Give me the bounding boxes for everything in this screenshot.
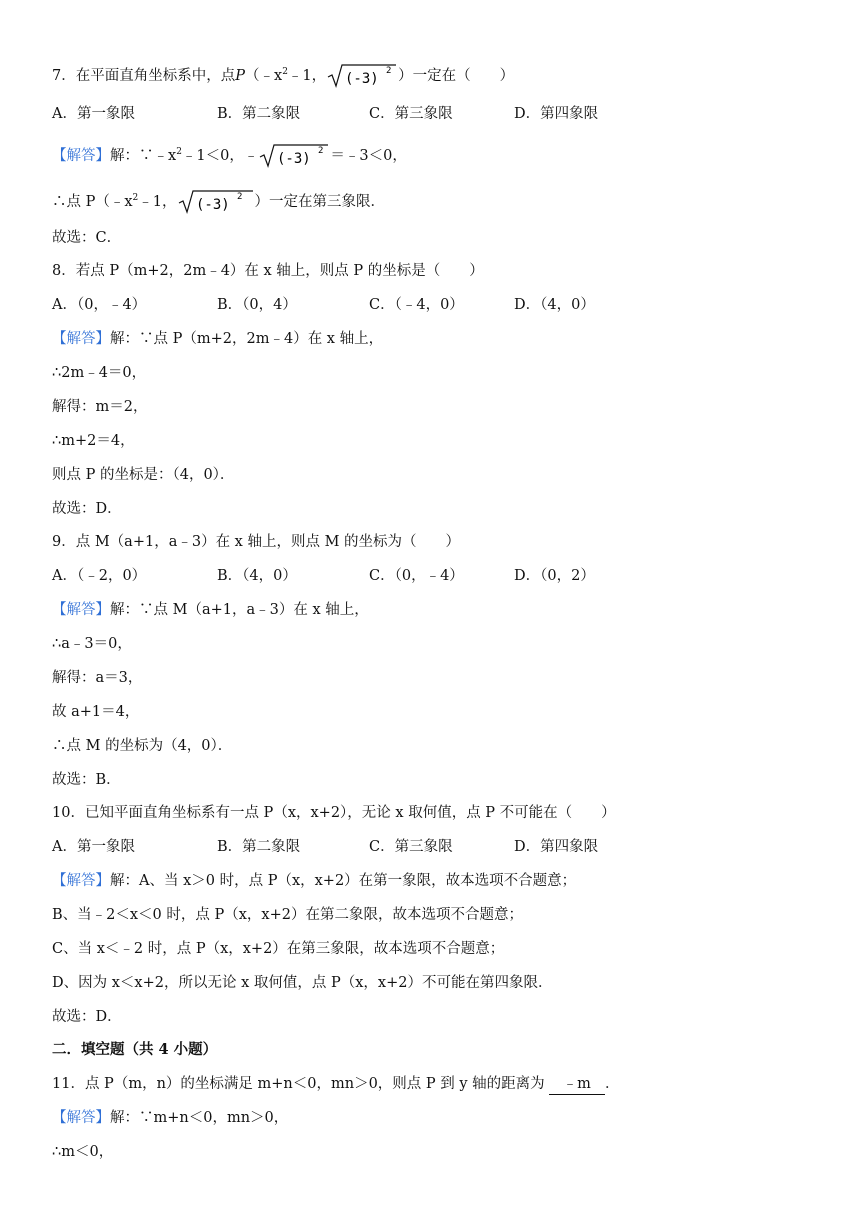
section-title: 二．填空题（共 4 小题） (52, 1041, 218, 1058)
q8-option-d: D．（4，0） (514, 297, 595, 313)
q7-option-b: B．第二象限 (217, 106, 301, 122)
svg-text:2: 2 (236, 191, 242, 202)
q9-solution-line-1: 【解答】解：∵点 M（a+1，a﹣3）在 x 轴上， (52, 602, 369, 618)
q11-solution-line-1: 【解答】解：∵m+n＜0，mn＞0， (52, 1110, 289, 1126)
solution-tag: 【解答】 (52, 602, 110, 618)
q11-solution-line-2: ∴m＜0， (52, 1144, 114, 1160)
q9-option-a: A．（﹣2，0） (52, 568, 147, 584)
answer-blank: ﹣m (549, 1074, 605, 1095)
svg-text:2: 2 (386, 65, 392, 76)
solution-tag: 【解答】 (52, 147, 110, 164)
q11-stem: 11．点 P（m，n）的坐标满足 m+n＜0，mn＞0，则点 P 到 y 轴的距离为 ﹣m ． (52, 1074, 619, 1095)
q10-option-c: C．第三象限 (369, 839, 453, 855)
svg-text:(-3): (-3) (195, 196, 230, 213)
q7-option-c: C．第三象限 (369, 106, 453, 122)
solution-tag: 【解答】 (52, 873, 110, 889)
q7-option-d: D．第四象限 (514, 106, 599, 122)
q9-solution-line-3: 解得：a＝3， (52, 670, 143, 686)
q10-option-a: A．第一象限 (52, 839, 135, 855)
sqrt-sign (326, 63, 398, 89)
sqrt-sign (177, 189, 255, 215)
q7-solution-line-1: 【解答】解：$\because﹣x^2﹣1<0$，﹣ (-3) 2 ＝﹣3＜0， (52, 142, 407, 169)
q10-option-d: D．第四象限 (514, 839, 599, 855)
q9-option-d: D．（0，2） (514, 568, 595, 584)
q10-solution-line-1: 【解答】解：A、当 x＞0 时，点 P（x，x+2）在第一象限，故本选项不合题意； (52, 873, 577, 889)
svg-text:(-3): (-3) (277, 150, 312, 167)
q10-solution-line-3: C、当 x＜﹣2 时，点 P（x，x+2）在第三象限，故本选项不合题意； (52, 941, 505, 957)
q10-solution-line-5: 故选：D． (52, 1009, 122, 1025)
q8-solution-line-3: 解得：m＝2， (52, 399, 148, 415)
solution-tag: 【解答】 (52, 331, 110, 347)
q10-solution-line-2: B、当﹣2＜x＜0 时，点 P（x，x+2）在第二象限，故本选项不合题意； (52, 907, 523, 923)
q7-option-a: A．第一象限 (52, 106, 135, 122)
sqrt-sign (258, 143, 330, 169)
q8-solution-line-6: 故选：D． (52, 501, 122, 517)
q10-solution-line-4: D、因为 x＜x+2，所以无论 x 取何值，点 P（x，x+2）不可能在第四象限． (52, 975, 553, 991)
svg-text:2: 2 (318, 145, 324, 156)
sqrt-expression (258, 143, 330, 169)
solution-tag: 【解答】 (52, 1110, 110, 1126)
q9-option-b: B．（4，0） (217, 568, 297, 584)
q8-option-a: A．（0，﹣4） (52, 297, 147, 313)
q9-solution-line-4: 故 a+1＝4， (52, 704, 140, 720)
q9-solution-line-2: ∴a﹣3＝0， (52, 636, 132, 652)
q8-option-b: B．（0，4） (217, 297, 297, 313)
q9-solution-line-6: 故选：B． (52, 772, 121, 788)
q8-option-c: C．（﹣4，0） (369, 297, 464, 313)
q7-solution-line-3: 故选：C． (52, 230, 122, 246)
q8-solution-line-1: 【解答】解：∵点 P（m+2，2m﹣4）在 x 轴上， (52, 331, 384, 347)
q7-solution-line-2: ∴点 $P(﹣x^2﹣1$， (-3) 2 ）一定在第三象限． (52, 188, 385, 215)
q9-solution-line-5: ∴点 M 的坐标为（4，0）． (52, 738, 233, 754)
q9-stem: 9．点 M（a+1，a﹣3）在 x 轴上，则点 M 的坐标为（ ） (52, 534, 461, 550)
q10-option-b: B．第二象限 (217, 839, 301, 855)
q8-solution-line-5: 则点 P 的坐标是：（4，0）． (52, 467, 235, 483)
q8-solution-line-2: ∴2m﹣4＝0， (52, 365, 147, 381)
q10-stem: 10．已知平面直角坐标系有一点 P（x，x+2），无论 x 取何值，点 P 不可能在（ ） (52, 805, 616, 821)
q8-stem: 8．若点 P（m+2，2m﹣4）在 x 轴上，则点 P 的坐标是（ ） (52, 263, 484, 279)
sqrt-expression (177, 189, 255, 215)
q8-solution-line-4: ∴m+2＝4， (52, 433, 135, 449)
q7-stem: 7．在平面直角坐标系中，点$P(﹣x^2﹣1$， (-3) 2 ）一定在（ ） (52, 62, 514, 89)
sqrt-expression (326, 63, 398, 89)
svg-text:(-3): (-3) (345, 70, 379, 87)
q9-option-c: C．（0，﹣4） (369, 568, 464, 584)
